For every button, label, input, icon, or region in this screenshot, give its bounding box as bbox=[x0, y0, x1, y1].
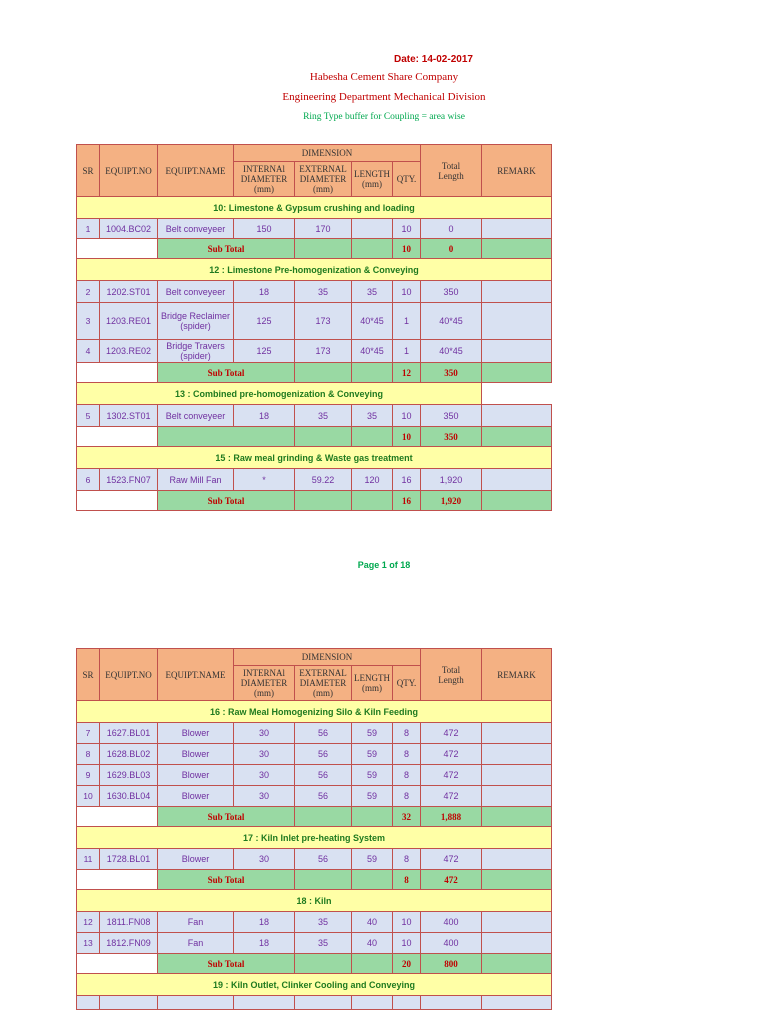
subtotal-row bbox=[77, 954, 552, 974]
total-length-cell: 400 bbox=[421, 933, 482, 954]
section-row bbox=[77, 447, 552, 469]
length-cell: 120 bbox=[352, 469, 393, 491]
col-header-equipt-name: EQUIPT.NAME bbox=[158, 649, 234, 701]
equipt-name-cell: Belt conveyeer bbox=[158, 219, 234, 239]
equipt-name-cell: Blower bbox=[158, 744, 234, 765]
external-diameter-cell: 35 bbox=[295, 933, 352, 954]
subtotal-total: 800 bbox=[421, 954, 482, 974]
external-diameter-cell: 56 bbox=[295, 849, 352, 870]
department-name: Engineering Department Mechanical Division bbox=[282, 91, 486, 103]
subtotal-qty: 20 bbox=[393, 954, 421, 974]
sr-cell: 9 bbox=[77, 765, 100, 786]
external-diameter-cell bbox=[295, 996, 352, 1010]
equipt-no-cell: 1728.BL01 bbox=[100, 849, 158, 870]
section-row bbox=[77, 197, 552, 219]
subtotal-remark bbox=[482, 807, 552, 827]
external-line-3: (mm) bbox=[313, 184, 333, 194]
sr-cell: 8 bbox=[77, 744, 100, 765]
external-diameter-cell: 56 bbox=[295, 786, 352, 807]
subtotal-empty-cell bbox=[295, 491, 352, 511]
equipt-no-cell bbox=[100, 996, 158, 1010]
external-line-1: EXTERNAL bbox=[299, 668, 347, 678]
col-header-sr: SR bbox=[77, 649, 100, 701]
section-title: 16 : Raw Meal Homogenizing Silo & Kiln Feeding bbox=[77, 701, 552, 723]
col-header-equipt-name: EQUIPT.NAME bbox=[158, 145, 234, 197]
subtotal-empty-cell bbox=[295, 807, 352, 827]
subtotal-blank-cell bbox=[77, 239, 158, 259]
equipt-no-cell: 1627.BL01 bbox=[100, 723, 158, 744]
sr-cell: 12 bbox=[77, 912, 100, 933]
equipt-name-cell: Blower bbox=[158, 723, 234, 744]
section-title: 13 : Combined pre-homogenization & Conveying bbox=[77, 383, 482, 405]
length-line-2: (mm) bbox=[362, 683, 382, 693]
subtotal-row bbox=[77, 239, 552, 259]
internal-diameter-cell bbox=[234, 996, 295, 1010]
col-header-remark: REMARK bbox=[482, 649, 552, 701]
subtotal-empty-cell bbox=[295, 427, 352, 447]
total-line-2: Length bbox=[438, 170, 464, 181]
subtotal-blank-cell bbox=[77, 870, 158, 890]
equipt-name-cell: Blower bbox=[158, 786, 234, 807]
total-line-1: Total bbox=[441, 664, 461, 675]
external-diameter-cell: 170 bbox=[295, 219, 352, 239]
table-row bbox=[77, 933, 552, 954]
external-line-2: DIAMETER bbox=[299, 174, 347, 184]
table-row bbox=[77, 786, 552, 807]
internal-diameter-cell: 18 bbox=[234, 281, 295, 303]
equipt-name-cell: Bridge Reclaimer (spider) bbox=[158, 303, 234, 340]
subtotal-qty: 16 bbox=[393, 491, 421, 511]
length-cell: 40 bbox=[352, 912, 393, 933]
table-row bbox=[77, 996, 552, 1010]
remark-cell bbox=[482, 723, 552, 744]
subtotal-row bbox=[77, 491, 552, 511]
external-diameter-cell: 56 bbox=[295, 765, 352, 786]
total-line-1: Total bbox=[441, 160, 461, 171]
length-cell bbox=[352, 219, 393, 239]
internal-diameter-cell: 125 bbox=[234, 303, 295, 340]
section-title: 12 : Limestone Pre-homogenization & Conveying bbox=[77, 259, 552, 281]
equipt-name-cell: Belt conveyeer bbox=[158, 405, 234, 427]
qty-cell: 8 bbox=[393, 786, 421, 807]
equipt-no-cell: 1302.ST01 bbox=[100, 405, 158, 427]
internal-diameter-cell: 30 bbox=[234, 849, 295, 870]
qty-cell: 1 bbox=[393, 303, 421, 340]
external-line-3: (mm) bbox=[313, 688, 333, 698]
sr-cell: 5 bbox=[77, 405, 100, 427]
external-diameter-cell: 35 bbox=[295, 281, 352, 303]
total-length-cell bbox=[421, 996, 482, 1010]
equipt-name-cell: Bridge Travers (spider) bbox=[158, 340, 234, 363]
internal-diameter-cell: 30 bbox=[234, 744, 295, 765]
subtotal-total: 350 bbox=[421, 427, 482, 447]
external-line-1: EXTERNAL bbox=[299, 164, 347, 174]
subtotal-label: Sub Total bbox=[158, 807, 295, 827]
internal-diameter-cell: 18 bbox=[234, 912, 295, 933]
col-header-sr: SR bbox=[77, 145, 100, 197]
total-length-cell: 40*45 bbox=[421, 303, 482, 340]
length-cell: 59 bbox=[352, 723, 393, 744]
subtotal-remark bbox=[482, 954, 552, 974]
subtotal-blank-cell bbox=[77, 807, 158, 827]
total-length-cell: 472 bbox=[421, 786, 482, 807]
subtotal-blank-cell bbox=[77, 491, 158, 511]
subtotal-label: Sub Total bbox=[158, 239, 295, 259]
remark-cell bbox=[482, 744, 552, 765]
sr-cell: 6 bbox=[77, 469, 100, 491]
length-cell: 59 bbox=[352, 849, 393, 870]
subtotal-label bbox=[158, 427, 295, 447]
table-row bbox=[77, 849, 552, 870]
total-length-cell: 400 bbox=[421, 912, 482, 933]
equipt-no-cell: 1202.ST01 bbox=[100, 281, 158, 303]
subtotal-empty-cell bbox=[352, 870, 393, 890]
equipt-no-cell: 1203.RE02 bbox=[100, 340, 158, 363]
sr-cell: 1 bbox=[77, 219, 100, 239]
empty-cell bbox=[482, 383, 552, 405]
section-title: 19 : Kiln Outlet, Clinker Cooling and Conveying bbox=[77, 974, 552, 996]
sr-cell: 13 bbox=[77, 933, 100, 954]
total-length-cell: 40*45 bbox=[421, 340, 482, 363]
remark-cell bbox=[482, 469, 552, 491]
subtotal-blank-cell bbox=[77, 954, 158, 974]
subtotal-blank-cell bbox=[77, 427, 158, 447]
company-name: Habesha Cement Share Company bbox=[309, 71, 459, 83]
total-line-2: Length bbox=[438, 674, 464, 685]
length-cell: 59 bbox=[352, 744, 393, 765]
subtotal-empty-cell bbox=[352, 239, 393, 259]
subtotal-empty-cell bbox=[352, 807, 393, 827]
subtotal-empty-cell bbox=[295, 870, 352, 890]
subtotal-remark bbox=[482, 870, 552, 890]
section-title: 18 : Kiln bbox=[77, 890, 552, 912]
subtotal-label: Sub Total bbox=[158, 954, 295, 974]
qty-cell: 1 bbox=[393, 340, 421, 363]
table-row bbox=[77, 340, 552, 363]
total-length-cell: 472 bbox=[421, 765, 482, 786]
length-cell: 59 bbox=[352, 786, 393, 807]
subtotal-row bbox=[77, 427, 552, 447]
sr-cell: 10 bbox=[77, 786, 100, 807]
subtotal-row bbox=[77, 807, 552, 827]
length-cell: 35 bbox=[352, 281, 393, 303]
sr-cell: 3 bbox=[77, 303, 100, 340]
external-diameter-cell: 35 bbox=[295, 405, 352, 427]
subtotal-total: 350 bbox=[421, 363, 482, 383]
subtotal-remark bbox=[482, 363, 552, 383]
length-cell: 40*45 bbox=[352, 303, 393, 340]
total-length-cell: 472 bbox=[421, 744, 482, 765]
section-row bbox=[77, 974, 552, 996]
table-row bbox=[77, 281, 552, 303]
page-number: Page 1 of 18 bbox=[357, 560, 411, 570]
report-subtitle: Ring Type buffer for Coupling = area wise bbox=[303, 112, 465, 122]
subtotal-label: Sub Total bbox=[158, 363, 295, 383]
table-body bbox=[77, 649, 552, 1010]
internal-line-2: DIAMETER bbox=[240, 174, 288, 184]
subtotal-label: Sub Total bbox=[158, 870, 295, 890]
remark-cell bbox=[482, 912, 552, 933]
equipt-no-cell: 1203.RE01 bbox=[100, 303, 158, 340]
subtotal-total: 0 bbox=[421, 239, 482, 259]
equipt-no-cell: 1004.BC02 bbox=[100, 219, 158, 239]
subtotal-remark bbox=[482, 491, 552, 511]
equipt-no-cell: 1812.FN09 bbox=[100, 933, 158, 954]
subtotal-total: 1,920 bbox=[421, 491, 482, 511]
total-length-cell: 1,920 bbox=[421, 469, 482, 491]
subtotal-empty-cell bbox=[352, 491, 393, 511]
col-header-total-length bbox=[421, 649, 482, 701]
qty-cell bbox=[393, 996, 421, 1010]
internal-diameter-cell: 30 bbox=[234, 765, 295, 786]
section-title: 17 : Kiln Inlet pre-heating System bbox=[77, 827, 552, 849]
total-length-cell: 350 bbox=[421, 281, 482, 303]
subtotal-qty: 10 bbox=[393, 239, 421, 259]
section-row bbox=[77, 827, 552, 849]
subtotal-remark bbox=[482, 239, 552, 259]
qty-cell: 10 bbox=[393, 912, 421, 933]
qty-cell: 10 bbox=[393, 281, 421, 303]
length-cell: 35 bbox=[352, 405, 393, 427]
remark-cell bbox=[482, 786, 552, 807]
total-length-cell: 0 bbox=[421, 219, 482, 239]
qty-cell: 8 bbox=[393, 744, 421, 765]
equipt-name-cell: Blower bbox=[158, 765, 234, 786]
internal-line-1: INTERNAl bbox=[243, 668, 285, 678]
subtotal-total: 1,888 bbox=[421, 807, 482, 827]
equipt-name-cell: Raw Mill Fan bbox=[158, 469, 234, 491]
remark-cell bbox=[482, 933, 552, 954]
subtotal-total: 472 bbox=[421, 870, 482, 890]
internal-diameter-cell: 18 bbox=[234, 933, 295, 954]
table-header-row bbox=[77, 649, 552, 666]
col-header-total-length bbox=[421, 145, 482, 197]
col-header-internal-diameter bbox=[234, 162, 295, 197]
subtotal-row bbox=[77, 870, 552, 890]
equipment-table-page-2 bbox=[76, 648, 552, 1010]
report-date: Date: 14-02-2017 bbox=[394, 54, 473, 65]
internal-diameter-cell: 18 bbox=[234, 405, 295, 427]
subtotal-empty-cell bbox=[352, 363, 393, 383]
equipt-name-cell: Fan bbox=[158, 933, 234, 954]
col-header-qty: QTY. bbox=[393, 666, 421, 701]
internal-line-2: DIAMETER bbox=[240, 678, 288, 688]
remark-cell bbox=[482, 281, 552, 303]
subtotal-remark bbox=[482, 427, 552, 447]
qty-cell: 10 bbox=[393, 405, 421, 427]
total-length-cell: 472 bbox=[421, 849, 482, 870]
remark-cell bbox=[482, 996, 552, 1010]
remark-cell bbox=[482, 219, 552, 239]
subtotal-empty-cell bbox=[352, 427, 393, 447]
internal-diameter-cell: 125 bbox=[234, 340, 295, 363]
internal-line-3: (mm) bbox=[254, 688, 274, 698]
section-row bbox=[77, 701, 552, 723]
length-cell bbox=[352, 996, 393, 1010]
qty-cell: 10 bbox=[393, 933, 421, 954]
table-row bbox=[77, 303, 552, 340]
subtotal-qty: 12 bbox=[393, 363, 421, 383]
subtotal-qty: 8 bbox=[393, 870, 421, 890]
col-header-external-diameter bbox=[295, 666, 352, 701]
remark-cell bbox=[482, 303, 552, 340]
col-header-internal-diameter bbox=[234, 666, 295, 701]
subtotal-empty-cell bbox=[295, 363, 352, 383]
section-title: 10: Limestone & Gypsum crushing and loading bbox=[77, 197, 552, 219]
equipt-name-cell: Blower bbox=[158, 849, 234, 870]
equipt-name-cell: Fan bbox=[158, 912, 234, 933]
section-row bbox=[77, 383, 552, 405]
external-diameter-cell: 59.22 bbox=[295, 469, 352, 491]
table-row bbox=[77, 219, 552, 239]
subtotal-empty-cell bbox=[352, 954, 393, 974]
internal-diameter-cell: 30 bbox=[234, 786, 295, 807]
qty-cell: 10 bbox=[393, 219, 421, 239]
internal-diameter-cell: 150 bbox=[234, 219, 295, 239]
table-row bbox=[77, 912, 552, 933]
external-diameter-cell: 56 bbox=[295, 744, 352, 765]
qty-cell: 8 bbox=[393, 765, 421, 786]
equipt-no-cell: 1523.FN07 bbox=[100, 469, 158, 491]
subtotal-row bbox=[77, 363, 552, 383]
section-title: 15 : Raw meal grinding & Waste gas treatment bbox=[77, 447, 552, 469]
internal-line-1: INTERNAl bbox=[243, 164, 285, 174]
external-line-2: DIAMETER bbox=[299, 678, 347, 688]
col-header-length bbox=[352, 666, 393, 701]
external-diameter-cell: 173 bbox=[295, 340, 352, 363]
internal-diameter-cell: * bbox=[234, 469, 295, 491]
sr-cell bbox=[77, 996, 100, 1010]
qty-cell: 16 bbox=[393, 469, 421, 491]
col-header-remark: REMARK bbox=[482, 145, 552, 197]
table-row bbox=[77, 744, 552, 765]
external-diameter-cell: 35 bbox=[295, 912, 352, 933]
table-row bbox=[77, 405, 552, 427]
col-header-equipt-no: EQUIPT.NO bbox=[100, 649, 158, 701]
length-cell: 40*45 bbox=[352, 340, 393, 363]
subtotal-qty: 32 bbox=[393, 807, 421, 827]
subtotal-empty-cell bbox=[295, 239, 352, 259]
col-header-length bbox=[352, 162, 393, 197]
equipt-no-cell: 1811.FN08 bbox=[100, 912, 158, 933]
col-header-dimension: DIMENSION bbox=[234, 145, 421, 162]
equipment-table-page-1 bbox=[76, 144, 552, 511]
section-row bbox=[77, 890, 552, 912]
equipt-name-cell: Belt conveyeer bbox=[158, 281, 234, 303]
table-row bbox=[77, 723, 552, 744]
equipt-name-cell bbox=[158, 996, 234, 1010]
col-header-dimension: DIMENSION bbox=[234, 649, 421, 666]
sr-cell: 7 bbox=[77, 723, 100, 744]
subtotal-blank-cell bbox=[77, 363, 158, 383]
table-header-row bbox=[77, 145, 552, 162]
qty-cell: 8 bbox=[393, 849, 421, 870]
total-length-cell: 472 bbox=[421, 723, 482, 744]
equipt-no-cell: 1628.BL02 bbox=[100, 744, 158, 765]
equipt-no-cell: 1630.BL04 bbox=[100, 786, 158, 807]
table-body bbox=[77, 145, 552, 511]
length-cell: 59 bbox=[352, 765, 393, 786]
subtotal-label: Sub Total bbox=[158, 491, 295, 511]
remark-cell bbox=[482, 849, 552, 870]
length-cell: 40 bbox=[352, 933, 393, 954]
internal-line-3: (mm) bbox=[254, 184, 274, 194]
table-row bbox=[77, 765, 552, 786]
external-diameter-cell: 173 bbox=[295, 303, 352, 340]
table-row bbox=[77, 469, 552, 491]
subtotal-empty-cell bbox=[295, 954, 352, 974]
sr-cell: 4 bbox=[77, 340, 100, 363]
subtotal-qty: 10 bbox=[393, 427, 421, 447]
col-header-external-diameter bbox=[295, 162, 352, 197]
col-header-qty: QTY. bbox=[393, 162, 421, 197]
qty-cell: 8 bbox=[393, 723, 421, 744]
remark-cell bbox=[482, 405, 552, 427]
length-line-1: LENGTH bbox=[354, 169, 390, 179]
sr-cell: 11 bbox=[77, 849, 100, 870]
remark-cell bbox=[482, 340, 552, 363]
equipt-no-cell: 1629.BL03 bbox=[100, 765, 158, 786]
total-length-cell: 350 bbox=[421, 405, 482, 427]
length-line-2: (mm) bbox=[362, 179, 382, 189]
remark-cell bbox=[482, 765, 552, 786]
external-diameter-cell: 56 bbox=[295, 723, 352, 744]
col-header-equipt-no: EQUIPT.NO bbox=[100, 145, 158, 197]
section-row bbox=[77, 259, 552, 281]
length-line-1: LENGTH bbox=[354, 673, 390, 683]
internal-diameter-cell: 30 bbox=[234, 723, 295, 744]
sr-cell: 2 bbox=[77, 281, 100, 303]
